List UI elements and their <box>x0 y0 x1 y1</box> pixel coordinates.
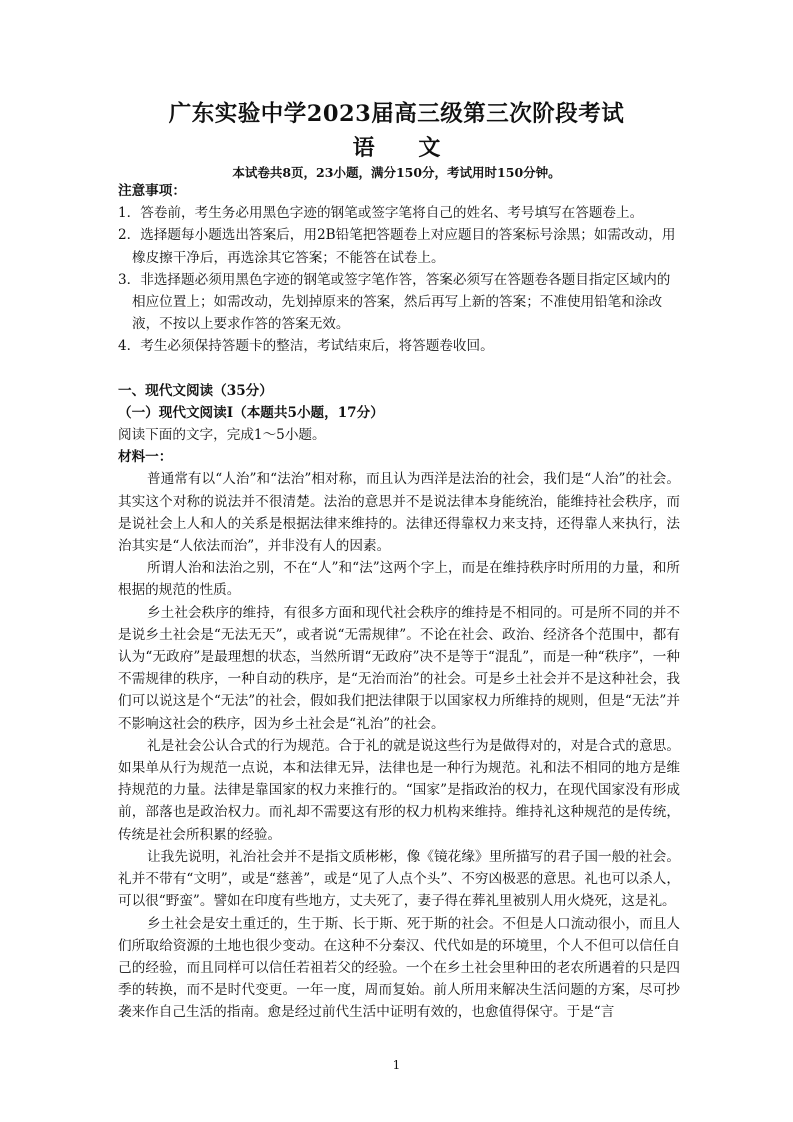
article-paragraph: 礼是社会公认合式的行为规范。合于礼的就是说这些行为是做得对的，对是合式的意思。如果单从行为规范一点说，本和法律无异，法律也是一种行为规范。礼和法不相同的地方是维持规范的力量。法律是靠国家的权力来推行的。“国家”是指政治的权力，在现代国家没有形成前，部落也是政治权力。而礼却不需要这有形的权力机构来维持。维持礼这种规范的是传统，传统是社会所积累的经验。 <box>118 737 680 843</box>
notice-item: 3．非选择题必须用黑色字迹的钢笔或签字笔作答，答案必须写在答题卷各题目指定区域内的相应位置上；如需改动，先划掉原来的答案，然后再写上新的答案；不准使用铅笔和涂改液，不按以上要求作答的答案无效。 <box>118 271 671 333</box>
section-heading: 一、现代文阅读（35分） <box>118 382 273 399</box>
article-paragraph: 普通常有以“人治”和“法治”相对称，而且认为西洋是法治的社会，我们是“人治”的社会。其实这个对称的说法并不很清楚。法治的意思并不是说法律本身能统治，能维持社会秩序，而是说社会上人和人的关系是根据法律来维持的。法律还得靠权力来支持，还得靠人来执行，法治其实是“人依法而治”，并非没有人的因素。 <box>118 471 680 555</box>
section-subheading: （一）现代文阅读I（本题共5小题，17分） <box>118 404 384 421</box>
article-paragraph: 所谓人治和法治之别，不在“人”和“法”这两个字上，而是在维持秩序时所用的力量，和所根据的规范的性质。 <box>118 560 680 599</box>
article-paragraph: 乡土社会秩序的维持，有很多方面和现代社会秩序的维持是不相同的。可是所不同的并不是说乡土社会是“无法无天”，或者说“无需规律”。不论在社会、政治、经济各个范围中，都有认为“无政府”是最理想的状态，当然所谓“无政府”决不是等于“混乱”，而是一种“秩序”，一种不需规律的秩序，一种自动的秩序，是“无治而治”的社会。可是乡土社会并不是这种社会，我们可以说这是个“无法”的社会，假如我们把法律限于以国家权力所维持的规则，但是“无法”并不影响这社会的秩序，因为乡土社会是“礼治”的社会。 <box>118 604 680 732</box>
exam-body <box>118 180 680 1024</box>
subject-title: 语 文 <box>352 135 459 161</box>
notice-item: 2．选择题每小题选出答案后，用2B铅笔把答题卷上对应题目的答案标号涂黑；如需改动，用橡皮擦干净后，再选涂其它答案；不能答在试卷上。 <box>118 227 676 266</box>
exam-info: 本试卷共8页，23小题，满分150分，考试用时150分钟。 <box>232 165 561 180</box>
exam-title: 广东实验中学2023届高三级第三次阶段考试 <box>168 101 625 127</box>
notice-item: 1．答卷前，考生务必用黑色字迹的钢笔或签字笔将自己的姓名、考号填写在答题卷上。 <box>118 205 644 222</box>
article-paragraph: 让我先说明，礼治社会并不是指文质彬彬，像《镜花缘》里所描写的君子国一般的社会。礼并不带有“文明”，或是“慈善”，或是“见了人点个头”、不穷凶极恶的意思。礼也可以杀人，可以很“野蛮”。譬如在印度有些地方，丈夫死了，妻子得在葬礼里被别人用火烧死，这是礼。 <box>118 848 680 910</box>
article-paragraph: 乡土社会是安土重迁的，生于斯、长于斯、死于斯的社会。不但是人口流动很小，而且人们所取给资源的土地也很少变动。在这种不分秦汉、代代如是的环境里，个人不但可以信任自己的经验，而且同样可以信任若祖若父的经验。一个在乡土社会里种田的老农所遇着的只是四季的转换，而不是时代变更。一年一度，周而复始。前人所用来解决生活问题的方案，尽可抄袭来作自己生活的指南。愈是经过前代生活中证明有效的，也愈值得保守。于是“言 <box>118 915 680 1021</box>
notice-item: 4．考生必须保持答题卡的整洁，考试结束后，将答题卷收回。 <box>118 338 494 355</box>
page-number: 1 <box>392 1058 401 1072</box>
notice-heading: 注意事项： <box>118 183 186 199</box>
spacer <box>118 358 680 380</box>
reading-instruction: 阅读下面的文字，完成1～5小题。 <box>118 427 326 444</box>
material-label: 材料一： <box>118 449 173 466</box>
